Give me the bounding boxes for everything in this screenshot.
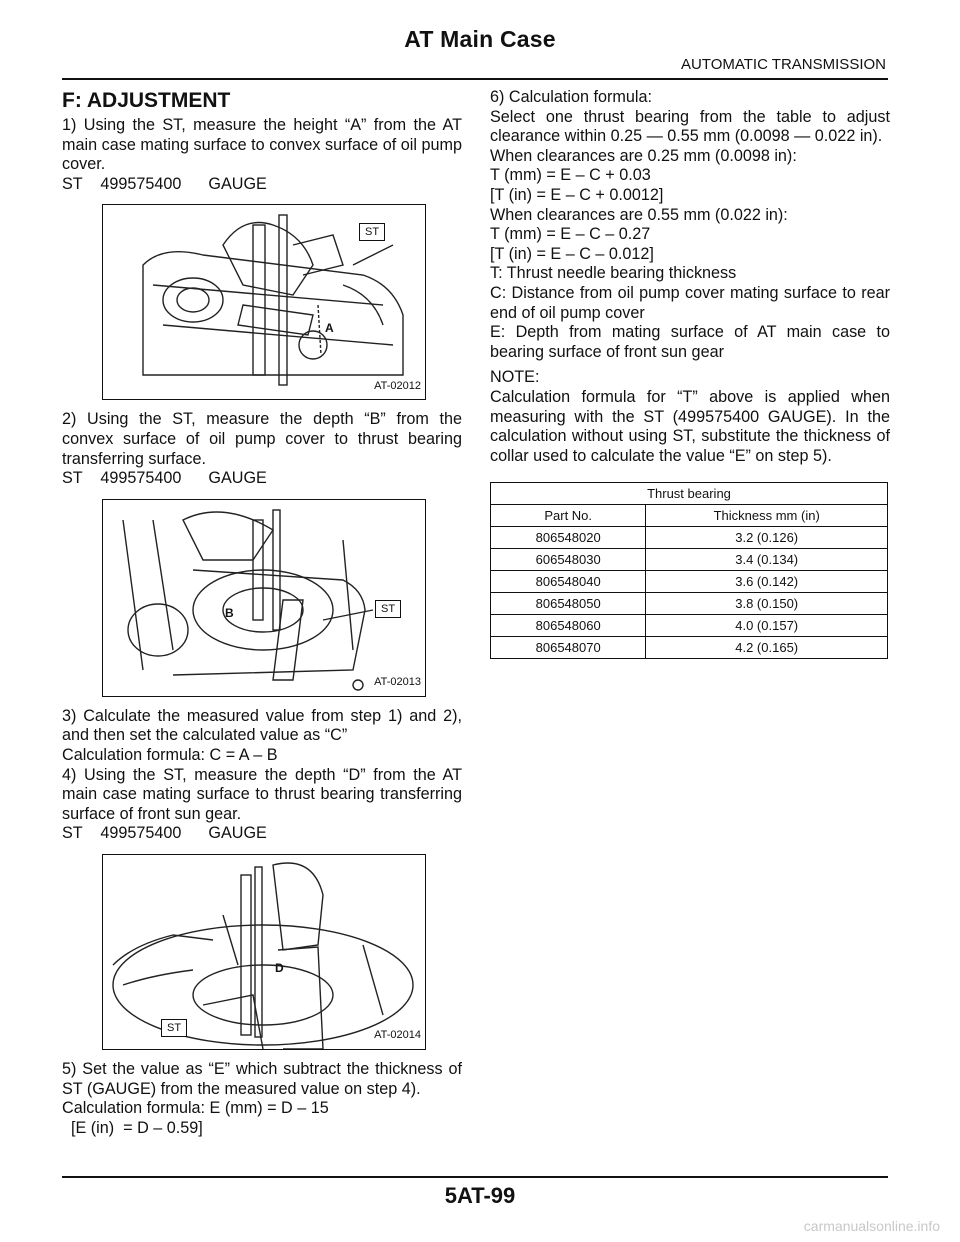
table-row: [491, 527, 888, 549]
page-subtitle: AUTOMATIC TRANSMISSION: [680, 56, 886, 73]
fig1-a-label: A: [325, 321, 334, 336]
fig3-id: AT-02014: [374, 1029, 421, 1042]
part-no-cell: 806548050: [491, 593, 646, 615]
fig1-st-label: ST: [359, 223, 385, 241]
note-heading: NOTE:: [490, 368, 540, 387]
formula-t-mm-1: T (mm) = E – C + 0.03: [490, 166, 651, 185]
formula-t-in-2: [T (in) = E – C – 0.012]: [490, 244, 654, 263]
table-header-part-no: Part No.: [491, 505, 646, 527]
step-4-text: 4) Using the ST, measure the depth “D” from the AT main case mating surface to thrust bearing transferring surface of front sun gear.: [62, 765, 462, 823]
note-text: Calculation formula for “T” above is applied when measuring with the ST (499575400 GAUGE). In the calculation without using ST, substitute the thickness of collar used to calculate the value “E” on step 5).: [490, 387, 890, 465]
table-row: [491, 637, 888, 659]
footer-divider: [62, 1176, 888, 1178]
illustration-depth-b: [103, 500, 425, 696]
clearance-1: When clearances are 0.25 mm (0.0098 in):: [490, 146, 797, 165]
thickness-cell: 4.2 (0.165): [646, 637, 888, 659]
part-no-cell: 806548040: [491, 571, 646, 593]
formula-e-in: [E (in) = D – 0.59]: [62, 1118, 203, 1137]
fig2-b-label: B: [225, 605, 234, 620]
thickness-cell: 3.2 (0.126): [646, 527, 888, 549]
fig1-id: AT-02012: [374, 379, 421, 392]
right-column: [490, 88, 890, 659]
table-row: [491, 549, 888, 571]
definition-c: C: Distance from oil pump cover mating surface to rear end of oil pump cover: [490, 283, 890, 322]
st-gauge-2: ST 499575400 GAUGE: [62, 469, 267, 488]
table-row: [491, 571, 888, 593]
formula-t-in-1: [T (in) = E – C + 0.0012]: [490, 185, 664, 204]
figure-at-02012: [102, 204, 426, 400]
definition-e: E: Depth from mating surface of AT main case to bearing surface of front sun gear: [490, 323, 890, 361]
watermark[interactable]: carmanualsonline.info: [803, 1218, 940, 1234]
thickness-cell: 4.0 (0.157): [646, 615, 888, 637]
thickness-cell: 3.8 (0.150): [646, 593, 888, 615]
step-2-text: 2) Using the ST, measure the depth “B” from the convex surface of oil pump cover to thrust bearing transferring surface.: [62, 410, 462, 468]
formula-c: Calculation formula: C = A – B: [62, 745, 278, 764]
step-1-text: 1) Using the ST, measure the height “A” from the AT main case mating surface to convex surface of oil pump cover.: [62, 116, 462, 174]
table-row: [491, 615, 888, 637]
table-title: Thrust bearing: [491, 483, 888, 505]
part-no-cell: 806548020: [491, 527, 646, 549]
illustration-depth-d: [103, 855, 425, 1049]
formula-e-mm: Calculation formula: E (mm) = D – 15: [62, 1099, 329, 1118]
step-5-text: 5) Set the value as “E” which subtract the thickness of ST (GAUGE) from the measured value on step 4).: [62, 1059, 462, 1098]
part-no-cell: 806548060: [491, 615, 646, 637]
left-column: [62, 88, 462, 1138]
thickness-cell: 3.4 (0.134): [646, 549, 888, 571]
step-3-text: 3) Calculate the measured value from step 1) and 2), and then set the calculated value as “C”: [62, 706, 462, 745]
fig3-st-label: ST: [161, 1019, 187, 1037]
selection-text: Select one thrust bearing from the table to adjust clearance within 0.25 — 0.55 mm (0.0098 — 0.022 in).: [490, 107, 890, 146]
section-heading: F: ADJUSTMENT: [62, 89, 231, 112]
table-header-thickness: Thickness mm (in): [646, 505, 888, 527]
fig3-d-label: D: [275, 960, 284, 975]
page-title: AT Main Case: [404, 26, 556, 52]
fig2-st-label: ST: [375, 600, 401, 618]
st-gauge-3: ST 499575400 GAUGE: [62, 824, 267, 843]
page-number: 5AT-99: [444, 1183, 516, 1208]
definition-t: T: Thrust needle bearing thickness: [490, 264, 737, 283]
table-row: [491, 593, 888, 615]
thrust-bearing-table: [490, 482, 888, 659]
formula-t-mm-2: T (mm) = E – C – 0.27: [490, 225, 651, 244]
st-gauge-1: ST 499575400 GAUGE: [62, 174, 267, 193]
step-6-text: 6) Calculation formula:: [490, 88, 652, 106]
fig2-id: AT-02013: [374, 676, 421, 689]
figure-at-02013: [102, 499, 426, 697]
header-divider: [62, 78, 888, 80]
part-no-cell: 606548030: [491, 549, 646, 571]
figure-at-02014: [102, 854, 426, 1050]
thickness-cell: 3.6 (0.142): [646, 571, 888, 593]
clearance-2: When clearances are 0.55 mm (0.022 in):: [490, 205, 788, 224]
part-no-cell: 806548070: [491, 637, 646, 659]
